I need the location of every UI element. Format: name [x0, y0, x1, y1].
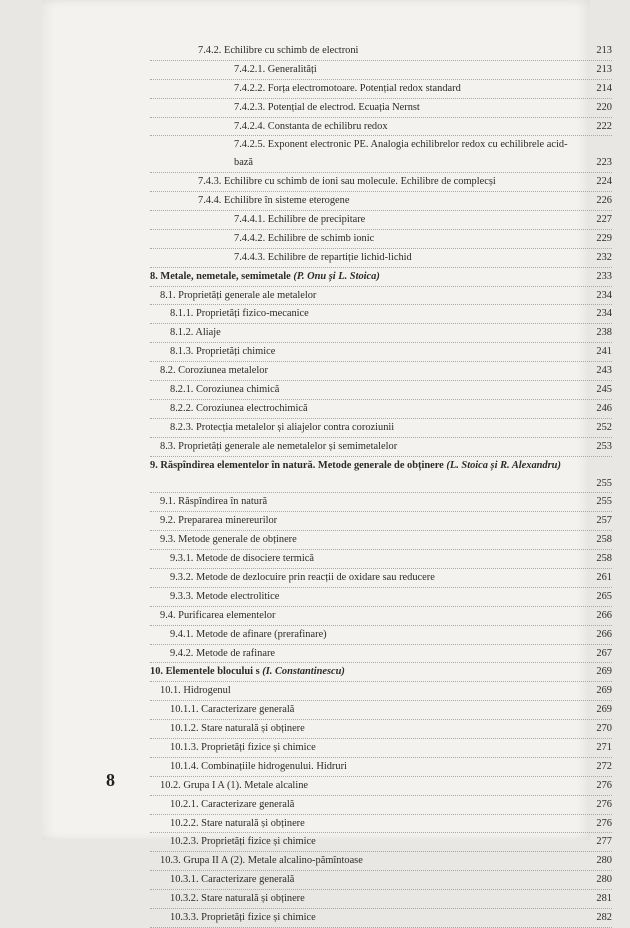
toc-entry — [150, 324, 612, 343]
toc-entry-page: 227 — [596, 214, 612, 226]
toc-entry-title: 8. Metale, nemetale, semimetale (P. Onu și L. Stoica) — [150, 270, 380, 282]
toc-entry-page: 265 — [596, 590, 612, 602]
toc-entry-page: 282 — [596, 912, 612, 923]
toc-entry-page: 280 — [596, 874, 612, 886]
toc-entry-title: 8.1.1. Proprietăți fizico-mecanice — [170, 308, 309, 320]
toc-entry — [150, 890, 612, 909]
toc-entry — [150, 871, 612, 890]
toc-entry-title: 7.4.4. Echilibre în sisteme eterogene — [198, 195, 350, 207]
toc-entry-title: 10.3.3. Proprietăți fizice și chimice — [170, 912, 316, 923]
toc-entry-title: 10.3.2. Stare naturală și obținere — [170, 893, 305, 905]
toc-entry-title: 9.1. Răspîndirea în natură — [160, 496, 268, 508]
toc-entry-title: 7.4.4.3. Echilibre de repartiție lichid-lichid — [234, 251, 412, 263]
toc-entry-title: 7.4.2.1. Generalități — [234, 63, 317, 75]
toc-entry-title: 7.4.2. Echilibre cu schimb de electroni — [198, 45, 359, 56]
toc-entry-page: 243 — [596, 365, 612, 377]
toc-entry-title: 9.4.1. Metode de afinare (prerafinare) — [170, 628, 327, 640]
toc-entry — [150, 99, 612, 118]
toc-entry-authors: (L. Stoica și R. Alexandru) — [446, 459, 561, 471]
toc-entry-page: 234 — [596, 289, 612, 301]
toc-entry-title: 7.4.3. Echilibre cu schimb de ioni sau molecule. Echilibre de complecși — [198, 176, 496, 188]
toc-entry-title: 7.4.2.3. Potențial de electrod. Ecuația Nernst — [234, 101, 420, 113]
toc-entry-page: 257 — [596, 515, 612, 527]
toc-entry-authors: (P. Onu și L. Stoica) — [293, 270, 380, 282]
toc-entry-page: 245 — [596, 384, 612, 396]
toc-entry-page: 224 — [596, 176, 612, 188]
toc-entry — [150, 343, 612, 362]
toc-entry — [150, 136, 612, 173]
toc-entry-title: 10.2.3. Proprietăți fizice și chimice — [170, 836, 316, 848]
toc-entry — [150, 701, 612, 720]
toc-entry-title: 9.3.2. Metode de dezlocuire prin reacții de oxidare sau reducere — [170, 571, 435, 583]
toc-entry-title: 10.2. Grupa I A (1). Metale alcaline — [160, 779, 309, 791]
toc-entry — [150, 588, 612, 607]
toc-entry-title: 7.4.2.5. Exponent electronic PE. Analogia echilibrelor redox cu echilibrele acid-bază — [234, 139, 568, 169]
toc-entry-title: 9.3.1. Metode de disociere termică — [170, 553, 314, 565]
toc-entry-page: 255 — [596, 477, 612, 489]
toc-entry-page: 246 — [596, 402, 612, 414]
toc-entry-page: 276 — [596, 817, 612, 829]
toc-entry-title: 10.3.1. Caracterizare generală — [170, 874, 295, 886]
toc-entry-title: 8.3. Proprietăți generale ale nemetalelor și semimetalelor — [160, 440, 398, 452]
toc-entry-title: 10. Elementele blocului s (I. Constantinescu) — [150, 666, 345, 678]
toc-entry-title: 9.2. Prepararea minereurilor — [160, 515, 278, 527]
toc-entry-page: 241 — [596, 346, 612, 358]
toc-entry-title: 9. Răspîndirea elementelor în natură. Metode generale de obținere (L. Stoica și R. Alexandru) — [150, 459, 561, 471]
toc-entry-title: 9.3.3. Metode electrolitice — [170, 590, 280, 602]
toc-entry-page: 258 — [596, 553, 612, 565]
toc-entry-title: 8.2. Coroziunea metalelor — [160, 365, 268, 377]
toc-entry-page: 226 — [596, 195, 612, 207]
toc-entry-page: 229 — [596, 232, 612, 244]
toc-entry-title: 7.4.4.2. Echilibre de schimb ionic — [234, 232, 375, 244]
toc-entry — [150, 61, 612, 80]
toc-entry — [150, 607, 612, 626]
toc-entry — [150, 909, 612, 928]
toc-entry — [150, 626, 612, 645]
toc-entry-page: 272 — [596, 760, 612, 772]
toc-entry-title: 10.1.3. Proprietăți fizice și chimice — [170, 741, 316, 753]
toc-entry — [150, 419, 612, 438]
toc-entry-page: 232 — [596, 251, 612, 263]
toc-entry-authors: (I. Constantinescu) — [262, 666, 345, 678]
toc-entry — [150, 42, 612, 61]
toc-entry — [150, 192, 612, 211]
toc-entry-page: 276 — [596, 798, 612, 810]
toc-entry-title: 8.2.1. Coroziunea chimică — [170, 384, 280, 396]
toc-entry-page: 281 — [596, 893, 612, 905]
toc-entry — [150, 457, 612, 494]
toc-entry-page: 280 — [596, 855, 612, 867]
toc-entry — [150, 512, 612, 531]
table-of-contents — [150, 42, 612, 928]
toc-entry-title: 8.2.2. Coroziunea electrochimică — [170, 402, 308, 414]
toc-entry — [150, 173, 612, 192]
toc-entry-title: 7.4.2.2. Forța electromotoare. Potențial redox standard — [234, 82, 461, 94]
toc-entry-page: 255 — [596, 496, 612, 508]
toc-entry — [150, 400, 612, 419]
toc-entry — [150, 663, 612, 682]
toc-entry-title: 7.4.2.4. Constanta de echilibru redox — [234, 120, 388, 132]
toc-entry — [150, 569, 612, 588]
toc-entry-page: 276 — [596, 779, 612, 791]
toc-entry-page: 269 — [596, 666, 612, 678]
toc-entry-page: 223 — [596, 157, 612, 169]
toc-entry — [150, 287, 612, 306]
toc-entry — [150, 381, 612, 400]
toc-entry-title: 10.2.1. Caracterizare generală — [170, 798, 295, 810]
toc-entry-page: 253 — [596, 440, 612, 452]
toc-entry-page: 258 — [596, 534, 612, 546]
toc-entry-page: 234 — [596, 308, 612, 320]
toc-entry — [150, 833, 612, 852]
toc-entry — [150, 682, 612, 701]
toc-entry — [150, 249, 612, 268]
toc-entry-page: 266 — [596, 628, 612, 640]
toc-entry — [150, 80, 612, 99]
toc-entry — [150, 268, 612, 287]
toc-entry-title: 10.1. Hidrogenul — [160, 685, 231, 697]
toc-entry — [150, 362, 612, 381]
toc-entry — [150, 438, 612, 457]
toc-entry — [150, 550, 612, 569]
toc-entry — [150, 493, 612, 512]
toc-entry-page: 220 — [596, 101, 612, 113]
toc-entry — [150, 230, 612, 249]
toc-entry-page: 267 — [596, 647, 612, 659]
toc-entry-title: 7.4.4.1. Echilibre de precipitare — [234, 214, 366, 226]
toc-entry-page: 266 — [596, 609, 612, 621]
toc-entry-page: 270 — [596, 723, 612, 735]
toc-entry-page: 269 — [596, 704, 612, 716]
toc-entry — [150, 796, 612, 815]
toc-entry-title: 10.2.2. Stare naturală și obținere — [170, 817, 305, 829]
toc-entry — [150, 305, 612, 324]
toc-entry — [150, 758, 612, 777]
toc-entry-page: 233 — [596, 270, 612, 282]
toc-entry-page: 261 — [596, 571, 612, 583]
toc-entry — [150, 777, 612, 796]
toc-entry-title: 8.1.2. Aliaje — [170, 327, 221, 339]
toc-entry-title: 9.4. Purificarea elementelor — [160, 609, 276, 621]
book-page — [42, 0, 612, 923]
toc-entry-page: 252 — [596, 421, 612, 433]
toc-entry — [150, 645, 612, 664]
toc-entry-page: 277 — [596, 836, 612, 848]
toc-entry-page: 238 — [596, 327, 612, 339]
toc-entry — [150, 720, 612, 739]
toc-entry-page: 214 — [596, 82, 612, 94]
toc-entry-title: 8.2.3. Protecția metalelor și aliajelor contra coroziunii — [170, 421, 395, 433]
toc-entry-title: 10.1.2. Stare naturală și obținere — [170, 723, 305, 735]
toc-entry — [150, 118, 612, 137]
toc-entry-title: 10.3. Grupa II A (2). Metale alcalino-pămîntoase — [160, 855, 363, 867]
toc-entry-title: 8.1.3. Proprietăți chimice — [170, 346, 276, 358]
toc-entry — [150, 815, 612, 834]
toc-entry-title: 10.1.4. Combinațiile hidrogenului. Hidruri — [170, 760, 347, 772]
toc-entry — [150, 211, 612, 230]
toc-entry-page: 222 — [596, 120, 612, 132]
toc-entry-title: 9.4.2. Metode de rafinare — [170, 647, 276, 659]
toc-entry-page: 271 — [596, 741, 612, 753]
page-number: 8 — [106, 770, 115, 790]
toc-entry-title: 10.1.1. Caracterizare generală — [170, 704, 295, 716]
toc-entry — [150, 739, 612, 758]
toc-entry-title: 8.1. Proprietăți generale ale metalelor — [160, 289, 317, 301]
toc-entry-title: 9.3. Metode generale de obținere — [160, 534, 297, 546]
toc-entry — [150, 852, 612, 871]
toc-entry-page: 213 — [596, 63, 612, 75]
toc-entry-page: 269 — [596, 685, 612, 697]
toc-entry — [150, 531, 612, 550]
toc-entry-page: 213 — [596, 45, 612, 56]
